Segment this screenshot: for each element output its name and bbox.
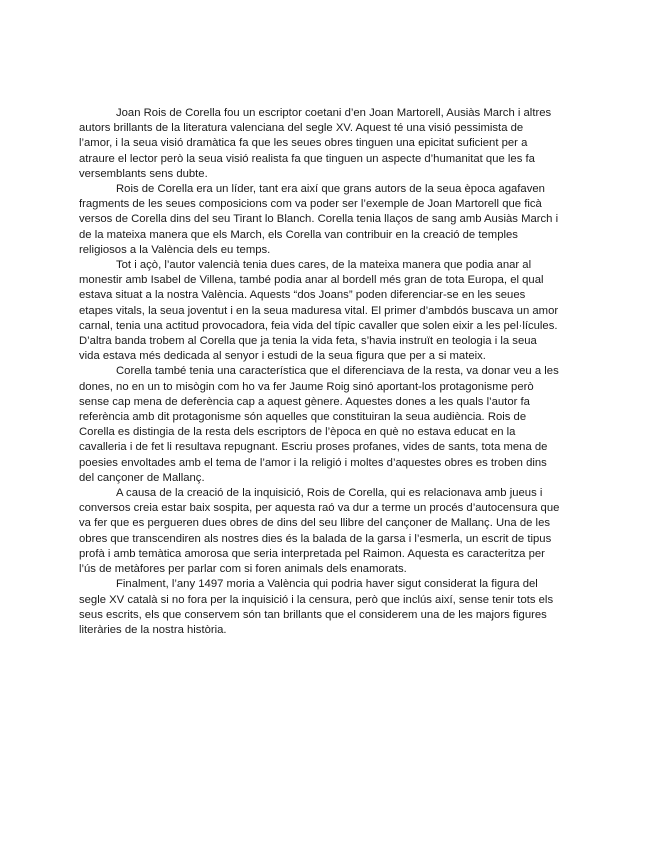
paragraph-6: Finalment, l’any 1497 moria a València qui podria haver sigut considerat la figura del segle XV català si no fora per la inquisició i la censura, però que inclús així, sense tenir tots els seus escrits, els que conservem són tan brillants que el considerem una de les majors figures literàries de la nostra història. [79,578,554,636]
paragraph-3: Tot i açò, l’autor valencià tenia dues cares, de la mateixa manera que podia anar al monestir amb Isabel de Villena, també podia anar al bordell més gran de tota Europa, el qual estava situat a la nostra València. Aquests “dos Joans” poden diferenciar-se en les seues etapes vitals, la seua joventut i en la seua maduresa vital. El primer d’ambdós buscava un amor carnal, tenia una actitud provocadora, feia vida del típic cavaller que solen eixir a les pel·lícules. D’altra banda trobem al Corella que ja tenia la vida feta, s’havia instruït en teologia i la seua vida estava més dedicada al senyor i estudi de la seua figura que per a si mateix. [79,259,559,363]
document-body [79,106,577,638]
paragraph-4: Corella també tenia una característica que el diferenciava de la resta, va donar veu a les dones, no en un to misògin com ho va fer Jaume Roig sinó aportant-los protagonisme però sense cap mena de deferència cap a aquest gènere. Aquestes dones a les quals l’autor fa referència amb dit protagonisme són aquelles que constituiran la seua audiència. Rois de Corella es distingia de la resta dels escriptors de l’època en què no estava educat en la cavalleria i de fet li resultava repugnant. Escriu proses profanes, vides de sants, tota mena de poesies envoltades amb el tema de l’amor i la religió i moltes d’aquestes obres es troben dins del cançoner de Mallanç. [79,365,559,484]
paragraph-2: Rois de Corella era un líder, tant era així que grans autors de la seua època agafaven fragments de les seues composicions com va poder ser l’exemple de Joan Martorell que ficà versos de Corella dins del seu Tirant lo Blanch. Corella tenia llaços de sang amb Ausiàs March i de la mateixa manera que els March, els Corella van contribuir en la creació de temples religiosos a la València dels eu temps. [79,183,559,256]
paragraph-5: A causa de la creació de la inquisició, Rois de Corella, qui es relacionava amb jueus i conversos creia estar baix sospita, per aquesta raó va dur a terme un procés d’autocensura que va fer que es pergueren dues obres de dins del seu llibre del cançoner de Mallanç. Una de les obres que transcendiren als nostres dies és la balada de la garsa i l’esmerla, un escrit de tipus profà i amb temàtica amorosa que seria interpretada pel Raimon. Aquesta es caracteritza per l’ús de metàfores per parlar com si foren animals dels enamorats. [79,487,560,576]
paragraph-1: Joan Rois de Corella fou un escriptor coetani d’en Joan Martorell, Ausiàs March i altres autors brillants de la literatura valenciana del segle XV. Aquest té una visió pessimista de l’amor, i la seua visió dramàtica fa que les seues obres tinguen una epicitat suficient per a atraure el lector però la seua visió realista fa que tinguen un aspecte d’humanitat que les fa versemblants sens dubte. [79,107,552,180]
